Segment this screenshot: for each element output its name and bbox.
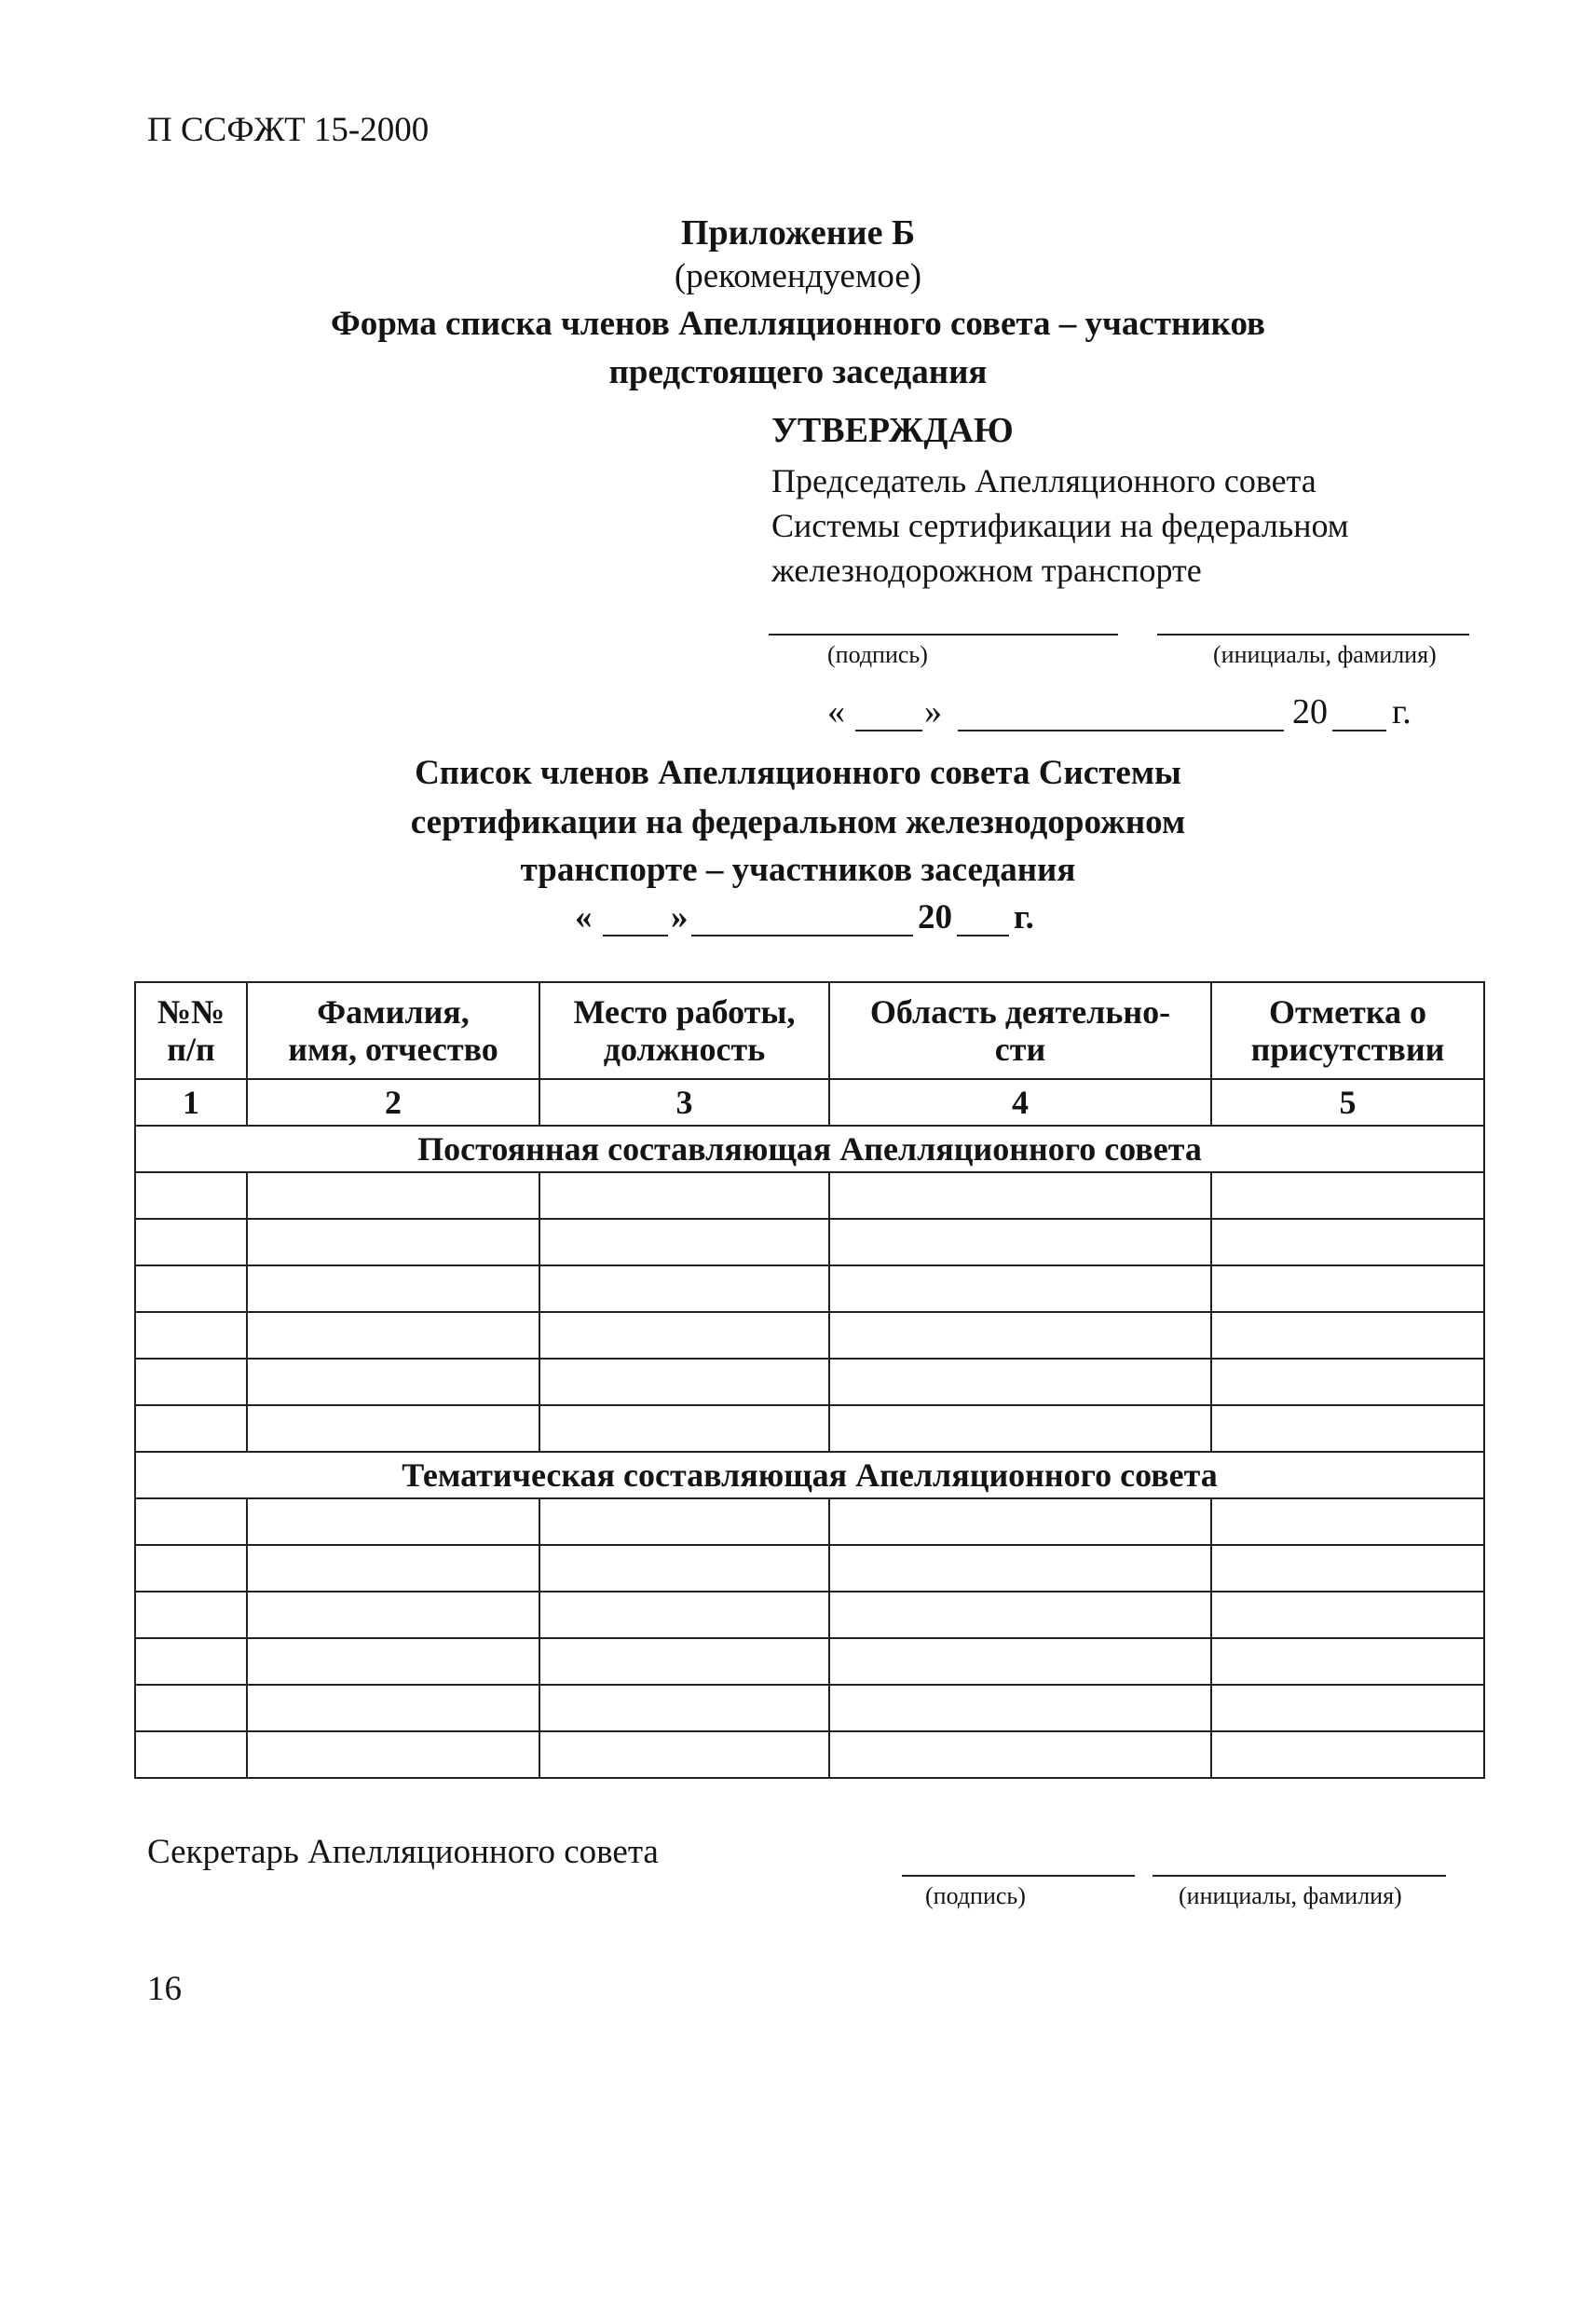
list-date-close-quote: » bbox=[671, 898, 689, 936]
table-cell[interactable] bbox=[539, 1219, 829, 1265]
table-cell[interactable] bbox=[247, 1172, 539, 1219]
secretary-signature-caption: (подпись) bbox=[925, 1882, 1026, 1909]
table-cell[interactable] bbox=[247, 1405, 539, 1452]
list-day-field[interactable] bbox=[603, 935, 668, 936]
table-header-row bbox=[135, 982, 1484, 1079]
list-year-prefix: 20 bbox=[918, 898, 952, 936]
table-cell[interactable] bbox=[539, 1638, 829, 1685]
table-cell[interactable] bbox=[539, 1265, 829, 1312]
table-cell[interactable] bbox=[1211, 1545, 1484, 1592]
table-cell[interactable] bbox=[1211, 1498, 1484, 1545]
approval-signature-caption: (подпись) bbox=[827, 641, 928, 668]
header-full-name: Фамилия, имя, отчество bbox=[247, 982, 539, 1079]
header-workplace: Место работы, должность bbox=[539, 982, 829, 1079]
table-cell[interactable] bbox=[1211, 1592, 1484, 1638]
approval-position-line-3: железнодорожном транспорте bbox=[771, 552, 1202, 589]
table-cell[interactable] bbox=[829, 1219, 1211, 1265]
table-row bbox=[135, 1685, 1484, 1731]
appendix-type: (рекомендуемое) bbox=[674, 257, 922, 295]
table-cell[interactable] bbox=[135, 1498, 247, 1545]
list-date-open-quote: « bbox=[575, 898, 593, 936]
table-row bbox=[135, 1498, 1484, 1545]
list-title-line-2: сертификации на федеральном железнодорожном bbox=[410, 803, 1186, 841]
table-cell[interactable] bbox=[135, 1731, 247, 1778]
table-cell[interactable] bbox=[539, 1685, 829, 1731]
header-number: №№ п/п bbox=[135, 982, 247, 1079]
table-cell[interactable] bbox=[539, 1731, 829, 1778]
table-cell[interactable] bbox=[539, 1359, 829, 1405]
table-cell[interactable] bbox=[829, 1638, 1211, 1685]
approval-day-field[interactable] bbox=[855, 730, 922, 731]
table-row bbox=[135, 1172, 1484, 1219]
column-number: 5 bbox=[1211, 1079, 1484, 1126]
table-cell[interactable] bbox=[829, 1592, 1211, 1638]
section-permanent-title: Постоянная составляющая Апелляционного совета bbox=[135, 1126, 1484, 1172]
list-year-field[interactable] bbox=[957, 935, 1009, 936]
approval-date-open-quote: « bbox=[827, 692, 845, 731]
table-cell[interactable] bbox=[1211, 1219, 1484, 1265]
table-cell[interactable] bbox=[1211, 1265, 1484, 1312]
approval-name-line[interactable] bbox=[1157, 634, 1469, 636]
table-cell[interactable] bbox=[539, 1592, 829, 1638]
table-cell[interactable] bbox=[247, 1359, 539, 1405]
page-number: 16 bbox=[147, 1970, 182, 2008]
approval-position-line-1: Председатель Апелляционного совета bbox=[771, 462, 1316, 499]
table-cell[interactable] bbox=[539, 1172, 829, 1219]
table-cell[interactable] bbox=[135, 1172, 247, 1219]
table-cell[interactable] bbox=[247, 1685, 539, 1731]
approval-position-line-2: Системы сертификации на федеральном bbox=[771, 507, 1349, 544]
form-title-line-2: предстоящего заседания bbox=[608, 353, 988, 391]
approval-signature-line[interactable] bbox=[769, 634, 1118, 636]
table-cell[interactable] bbox=[829, 1265, 1211, 1312]
list-year-suffix: г. bbox=[1014, 898, 1034, 936]
table-cell[interactable] bbox=[247, 1731, 539, 1778]
list-title-line-3: транспорте – участников заседания bbox=[520, 851, 1076, 889]
table-cell[interactable] bbox=[135, 1405, 247, 1452]
table-cell[interactable] bbox=[829, 1359, 1211, 1405]
table-cell[interactable] bbox=[1211, 1405, 1484, 1452]
column-number: 4 bbox=[829, 1079, 1211, 1126]
table-cell[interactable] bbox=[135, 1592, 247, 1638]
column-number: 3 bbox=[539, 1079, 829, 1126]
list-title-line-1: Список членов Апелляционного совета Системы bbox=[415, 754, 1181, 792]
table-cell[interactable] bbox=[829, 1545, 1211, 1592]
column-number: 2 bbox=[247, 1079, 539, 1126]
approval-date-close-quote: » bbox=[924, 692, 942, 731]
section-thematic-row bbox=[135, 1452, 1484, 1498]
table-cell[interactable] bbox=[135, 1219, 247, 1265]
section-permanent-row bbox=[135, 1126, 1484, 1172]
table-row bbox=[135, 1312, 1484, 1359]
table-cell[interactable] bbox=[135, 1638, 247, 1685]
table-row bbox=[135, 1545, 1484, 1592]
table-row bbox=[135, 1265, 1484, 1312]
header-field-of-activity: Область деятельно- сти bbox=[829, 982, 1211, 1079]
table-cell[interactable] bbox=[247, 1312, 539, 1359]
column-number-row bbox=[135, 1079, 1484, 1126]
table-cell[interactable] bbox=[829, 1312, 1211, 1359]
approval-year-field[interactable] bbox=[1332, 730, 1386, 731]
table-row bbox=[135, 1592, 1484, 1638]
section-thematic-title: Тематическая составляющая Апелляционного совета bbox=[135, 1452, 1484, 1498]
table-row bbox=[135, 1638, 1484, 1685]
table-cell[interactable] bbox=[247, 1545, 539, 1592]
secretary-signature-line[interactable] bbox=[902, 1875, 1135, 1877]
secretary-name-caption: (инициалы, фамилия) bbox=[1179, 1882, 1402, 1909]
appendix-title: Приложение Б bbox=[680, 213, 916, 253]
list-month-field[interactable] bbox=[691, 935, 913, 936]
table-cell[interactable] bbox=[135, 1359, 247, 1405]
table-cell[interactable] bbox=[539, 1312, 829, 1359]
table-cell[interactable] bbox=[247, 1265, 539, 1312]
approval-year-prefix: 20 bbox=[1292, 692, 1328, 731]
document-code: П ССФЖТ 15-2000 bbox=[147, 111, 430, 149]
table-cell[interactable] bbox=[1211, 1312, 1484, 1359]
table-cell[interactable] bbox=[135, 1685, 247, 1731]
table-row bbox=[135, 1405, 1484, 1452]
table-cell[interactable] bbox=[247, 1592, 539, 1638]
approval-month-field[interactable] bbox=[958, 730, 1284, 731]
table-cell[interactable] bbox=[135, 1545, 247, 1592]
table-row bbox=[135, 1359, 1484, 1405]
header-attendance: Отметка о присутствии bbox=[1211, 982, 1484, 1079]
table-cell[interactable] bbox=[829, 1731, 1211, 1778]
table-cell[interactable] bbox=[135, 1265, 247, 1312]
table-cell[interactable] bbox=[829, 1172, 1211, 1219]
table-cell[interactable] bbox=[1211, 1638, 1484, 1685]
table-cell[interactable] bbox=[247, 1219, 539, 1265]
table-cell[interactable] bbox=[539, 1498, 829, 1545]
table-cell[interactable] bbox=[135, 1312, 247, 1359]
approval-year-suffix: г. bbox=[1392, 692, 1412, 731]
secretary-name-line[interactable] bbox=[1153, 1875, 1446, 1877]
table-cell[interactable] bbox=[1211, 1359, 1484, 1405]
table-cell[interactable] bbox=[539, 1545, 829, 1592]
table-cell[interactable] bbox=[1211, 1731, 1484, 1778]
table-cell[interactable] bbox=[829, 1685, 1211, 1731]
table-row bbox=[135, 1731, 1484, 1778]
form-title-line-1: Форма списка членов Апелляционного совета – участников bbox=[330, 305, 1266, 343]
table-cell[interactable] bbox=[829, 1405, 1211, 1452]
approval-heading: УТВЕРЖДАЮ bbox=[771, 411, 1014, 450]
table-cell[interactable] bbox=[247, 1498, 539, 1545]
table-cell[interactable] bbox=[829, 1498, 1211, 1545]
members-table bbox=[134, 981, 1485, 1779]
table-row bbox=[135, 1219, 1484, 1265]
approval-name-caption: (инициалы, фамилия) bbox=[1213, 641, 1437, 668]
table-cell[interactable] bbox=[1211, 1172, 1484, 1219]
table-cell[interactable] bbox=[1211, 1685, 1484, 1731]
table-cell[interactable] bbox=[539, 1405, 829, 1452]
secretary-label: Секретарь Апелляционного совета bbox=[147, 1833, 659, 1871]
column-number: 1 bbox=[135, 1079, 247, 1126]
table-cell[interactable] bbox=[247, 1638, 539, 1685]
